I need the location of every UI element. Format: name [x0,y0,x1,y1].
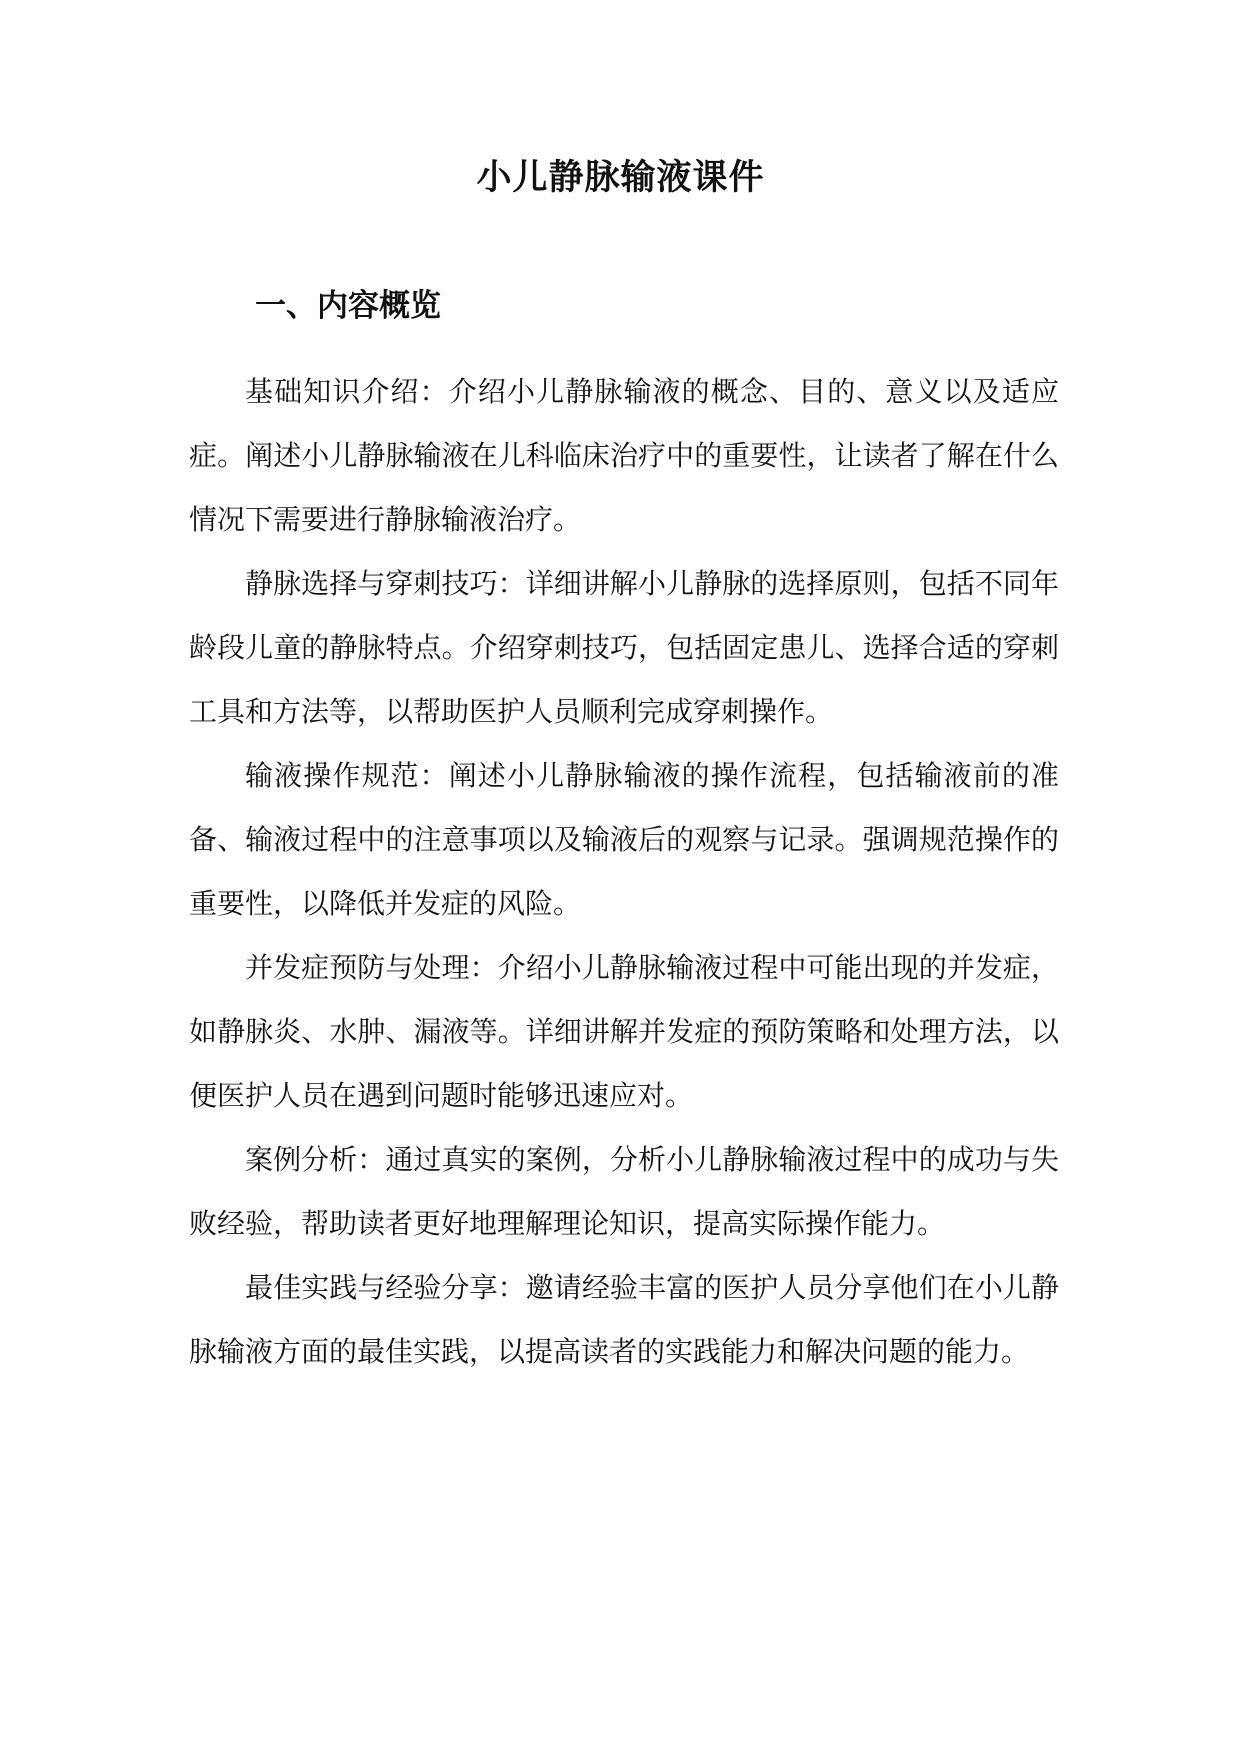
paragraph-complications: 并发症预防与处理：介绍小儿静脉输液过程中可能出现的并发症，如静脉炎、水肿、漏液等。详细讲解并发症的预防策略和处理方法，以便医护人员在遇到问题时能够迅速应对。 [189,951,1059,1112]
document-body [189,360,1059,1384]
section-heading: 一、内容概览 [255,288,441,324]
paragraph-operation-standards: 输液操作规范：阐述小儿静脉输液的操作流程，包括输液前的准备、输液过程中的注意事项以及输液后的观察与记录。强调规范操作的重要性，以降低并发症的风险。 [189,759,1059,920]
document-title: 小儿静脉输液课件 [476,158,765,198]
paragraph-best-practices: 最佳实践与经验分享：邀请经验丰富的医护人员分享他们在小儿静脉输液方面的最佳实践，以提高读者的实践能力和解决问题的能力。 [189,1271,1059,1368]
paragraph-basics: 基础知识介绍：介绍小儿静脉输液的概念、目的、意义以及适应症。阐述小儿静脉输液在儿科临床治疗中的重要性，让读者了解在什么情况下需要进行静脉输液治疗。 [189,375,1059,536]
paragraph-vein-selection: 静脉选择与穿刺技巧：详细讲解小儿静脉的选择原则，包括不同年龄段儿童的静脉特点。介绍穿刺技巧，包括固定患儿、选择合适的穿刺工具和方法等，以帮助医护人员顺利完成穿刺操作。 [189,567,1059,728]
paragraph-case-analysis: 案例分析：通过真实的案例，分析小儿静脉输液过程中的成功与失败经验，帮助读者更好地理解理论知识，提高实际操作能力。 [189,1143,1059,1240]
